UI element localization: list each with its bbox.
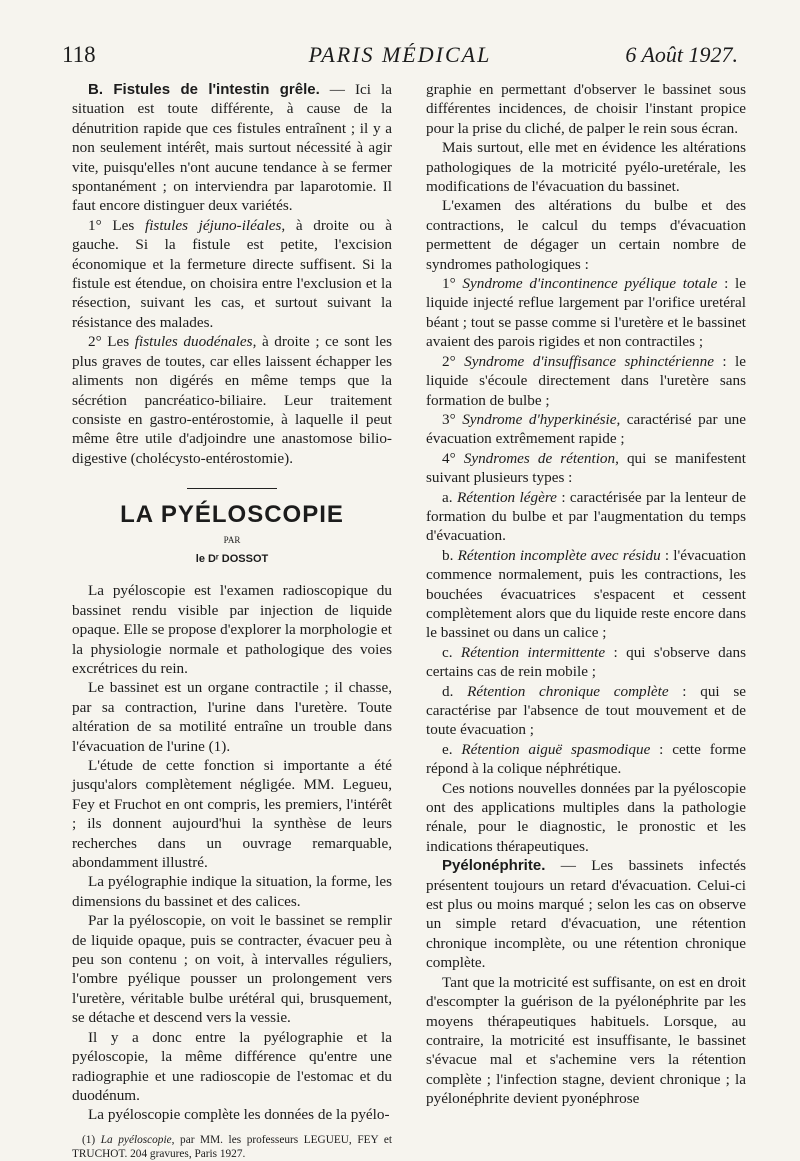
paragraph: La pyélographie indique la situation, la forme, les dimensions du bassinet et des calices. — [72, 873, 392, 910]
list-item: 4° Syndromes de rétention, qui se manifestent suivant plusieurs types : — [426, 449, 746, 487]
divider-rule — [187, 488, 277, 489]
paragraph: 1° Les fistules jéjuno-iléales, à droite ou à gauche. Si la fistule est petite, l'excision économique et la fermeture directe suffisent. Si la fistule est étendue, on choisira entre l'exclusion et la résection, suivant les cas, et surtout suivant la résistance des malades. — [72, 216, 392, 331]
running-title: PARIS MÉDICAL — [308, 42, 492, 67]
left-column — [72, 80, 392, 1161]
paragraph: Tant que la motricité est suffisante, on est en droit d'escompter la guérison de la pyélonéphrite par les moyens thérapeutiques habituels. Lorsque, au contraire, la motricité est insuffisante, le bassinet s'évacue mal et s'achemine vers la rétention complète ; l'infection stagne, devient chronique ; la pyélonéphrite devient pyonéphrose — [426, 973, 746, 1108]
paragraph: L'étude de cette fonction si importante a été jusqu'alors complètement négligée. MM. Legueu, Fey et Fruchot en ont compris, les premiers, l'intérêt ; ils donnent aujourd'hui la synthèse de leurs recherches dans un ouvrage remarquable, abondamment illustré. — [72, 757, 392, 872]
list-item: 1° Syndrome d'incontinence pyélique totale : le liquide injecté reflue largement par l'orifice uretéral béant ; tout se passe comme si l'uretère et le bassinet avaient des parois rigides et non contractiles ; — [426, 275, 746, 351]
paragraph: Pyélonéphrite. — Les bassinets infectés présentent toujours un retard d'évacuation. Celui-ci est plus ou moins marqué ; selon les cas on observe un simple retard d'évacuation, une rétention chronique incomplète, ou une rétention chronique complète. — [426, 857, 746, 972]
page-header — [62, 42, 738, 76]
paragraph: Ces notions nouvelles données par la pyéloscopie ont des applications multiples dans la pathologie rénale, pour le diagnostic, le pronostic et les indications thérapeutiques. — [426, 779, 746, 855]
right-column — [426, 80, 746, 1109]
footnote: (1) La pyéloscopie, par MM. les professeurs LEGUEU, FEY et TRUCHOT. 204 gravures, Paris 1927. — [72, 1133, 392, 1160]
paragraph: Il y a donc entre la pyélographie et la pyéloscopie, la même différence qu'entre une radiographie et une radioscopie de l'estomac et du duodénum. — [72, 1028, 392, 1104]
issue-date: 6 Août 1927. — [625, 42, 738, 67]
page-number: 118 — [62, 42, 96, 67]
list-item: b. Rétention incomplète avec résidu : l'évacuation commence normalement, puis les contractions, les bouchées évacuatrices s'espacent et cessent complètement alors que du liquide reste encore dans le bassinet ou dans un calice ; — [426, 546, 746, 642]
paragraph: Mais surtout, elle met en évidence les altérations pathologiques de la motricité pyélo-uretérale, les modifications de l'évacuation du bassinet. — [426, 139, 746, 196]
paragraph: B. Fistules de l'intestin grêle. — Ici la situation est toute différente, à cause de la dénutrition rapide que ces fistules entraînent ; il y a non seulement intérêt, mais surtout nécessité à agir vite, puisqu'elles n'ont aucune tendance à se fermer spontanément ; on interviendra par laparotomie. Il faut encore distinguer deux variétés. — [72, 81, 392, 215]
list-item: 2° Syndrome d'insuffisance sphinctérienne : le liquide s'écoule directement dans l'uretère sans formation de bulbe ; — [426, 352, 746, 409]
list-item: d. Rétention chronique complète : qui se caractérise par l'absence de tout mouvement et de toute évacuation ; — [426, 682, 746, 739]
paragraph: 2° Les fistules duodénales, à droite ; ce sont les plus graves de toutes, car elles laissent échapper les aliments non digérés en même temps que la sécrétion pancréatico-biliaire. Leur traitement consiste en gastro-entérostomie, à laquelle il peut même être utile d'adjoindre une anastomose bilio-digestive (cholécysto-entérostomie). — [72, 333, 392, 467]
list-item: 3° Syndrome d'hyperkinésie, caractérisé par une évacuation extrêmement rapide ; — [426, 410, 746, 448]
list-item: c. Rétention intermittente : qui s'observe dans certains cas de rein mobile ; — [426, 643, 746, 681]
list-item: e. Rétention aiguë spasmodique : cette forme répond à la colique néphrétique. — [426, 740, 746, 778]
paragraph: Le bassinet est un organe contractile ; il chasse, par sa contraction, l'urine dans l'uretère. Toute altération de sa motilité entraîne un trouble dans l'évacuation de l'urine (1). — [72, 679, 392, 755]
list-item: a. Rétention légère : caractérisée par la lenteur de formation du bulbe et par l'augmentation du temps d'évacuation. — [426, 488, 746, 545]
section-heading: Pyélonéphrite. — [442, 857, 546, 875]
section-heading: B. Fistules de l'intestin grêle. — [88, 81, 320, 98]
byline-par: PAR — [223, 534, 241, 545]
paragraph: L'examen des altérations du bulbe et des contractions, le calcul du temps d'évacuation permettent de dégager un certain nombre de syndromes pathologiques : — [426, 197, 746, 273]
author-name: le Dʳ DOSSOT — [195, 552, 269, 565]
paragraph: graphie en permettant d'observer le bassinet sous différentes incidences, de choisir l'instant propice pour la prise du cliché, de palper le rein sous écran. — [426, 81, 746, 137]
paragraph: La pyéloscopie complète les données de la pyélo- — [88, 1106, 390, 1124]
article-title: LA PYÉLOSCOPIE — [120, 501, 344, 529]
paragraph: La pyéloscopie est l'examen radioscopique du bassinet rendu visible par injection de liquide opaque. Elle se propose d'explorer la morphologie et la physiologie normale et pathologique des voies excrétrices du rein. — [72, 582, 392, 677]
paragraph: Par la pyéloscopie, on voit le bassinet se remplir de liquide opaque, puis se contracter, évacuer peu à peu son contenu ; on voit, à intervalles réguliers, l'ombre pyélique pousser un prolongement vers l'uretère, véritable bulbe urétéral qui, brusquement, se détache et descend vers la vessie. — [72, 912, 392, 1027]
